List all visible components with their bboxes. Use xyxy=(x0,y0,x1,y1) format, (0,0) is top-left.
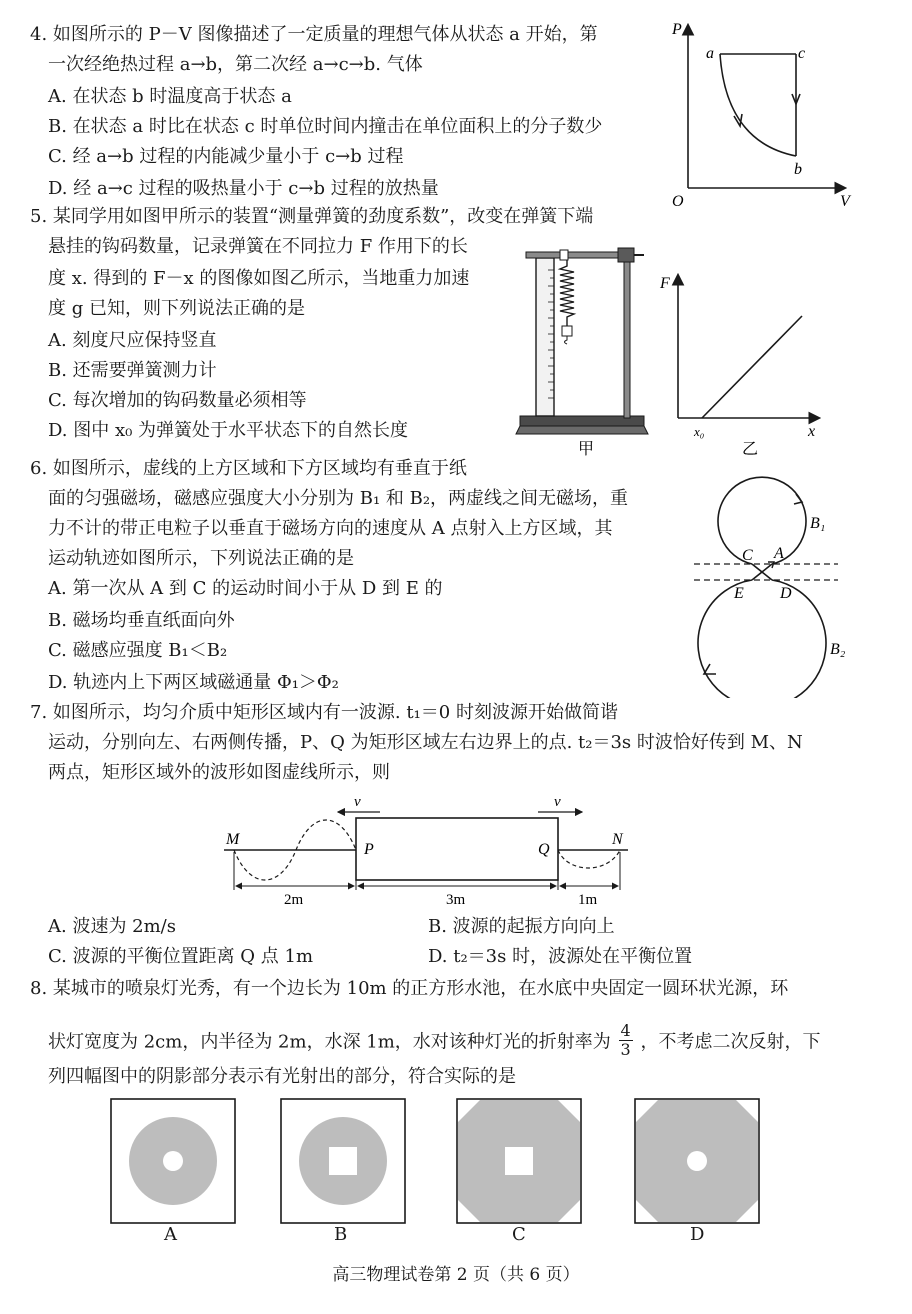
q8-option-a-label: A xyxy=(164,1224,177,1245)
q8-stem-line3: 列四幅图中的阴影部分表示有光射出的部分，符合实际的是 xyxy=(48,1066,516,1087)
q8-stem-line2a: 状灯宽度为 2cm，内半径为 2m，水深 1m，水对该种灯光的折射率为 xyxy=(48,1031,611,1053)
page-footer: 高三物理试卷第 2 页（共 6 页） xyxy=(332,1265,580,1285)
q6-option-d: D. 轨迹内上下两区域磁通量 Φ₁＞Φ₂ xyxy=(48,672,339,693)
q6-magnetic-field-trajectory xyxy=(690,476,860,698)
q7-stem-line1: 7. 如图所示，均匀介质中矩形区域内有一波源. t₁＝0 时刻波源开始做简谐 xyxy=(30,702,618,723)
hook-weight xyxy=(562,326,572,336)
q5-stem-line1: 5. 某同学用如图甲所示的装置“测量弹簧的劲度系数”，改变在弹簧下端 xyxy=(30,206,594,227)
q4-stem-line2: 一次经绝热过程 a→b，第二次经 a→c→b. 气体 xyxy=(48,54,423,75)
f-axis-label: F xyxy=(660,275,670,292)
q4-option-a: A. 在状态 b 时温度高于状态 a xyxy=(48,86,292,107)
ruler xyxy=(536,258,554,416)
v-right-label: v xyxy=(554,794,561,810)
point-q-label: Q xyxy=(538,841,550,858)
dim-1m: 1m xyxy=(578,892,598,908)
q4-option-b: B. 在状态 a 时比在状态 c 时单位时间内撞击在单位面积上的分子数少 xyxy=(48,116,603,137)
q8-stem-line1: 8. 某城市的喷泉灯光秀，有一个边长为 10m 的正方形水池，在水底中央固定一圆环状光源，环 xyxy=(30,978,789,999)
point-a-label: a xyxy=(706,45,714,62)
point-p-label: P xyxy=(364,841,374,858)
point-d-label: D xyxy=(780,585,792,602)
q8-option-c-figure xyxy=(456,1098,582,1224)
graph-label-yi: 乙 xyxy=(742,441,759,458)
q5-option-c: C. 每次增加的钩码数量必须相等 xyxy=(48,390,307,411)
dim-2m: 2m xyxy=(284,892,304,908)
point-a-label: A xyxy=(774,545,784,562)
q5-stem-line4: 度 g 已知，则下列说法正确的是 xyxy=(48,298,305,319)
v-left-label: v xyxy=(354,794,361,810)
q5-option-d: D. 图中 x₀ 为弹簧处于水平状态下的自然长度 xyxy=(48,420,409,441)
b2-label: B₂ xyxy=(830,641,846,658)
q7-wave-diagram xyxy=(220,790,640,910)
q6-stem-line1: 6. 如图所示，虚线的上方区域和下方区域均有垂直于纸 xyxy=(30,458,467,479)
q8-stem-line2 xyxy=(48,1021,821,1061)
q5-option-a: A. 刻度尺应保持竖直 xyxy=(48,330,217,351)
q4-option-c: C. 经 a→b 过程的内能减少量小于 c→b 过程 xyxy=(48,146,404,167)
origin-label: O xyxy=(672,193,684,210)
q6-option-c: C. 磁感应强度 B₁＜B₂ xyxy=(48,640,228,661)
q4-pv-diagram xyxy=(668,14,858,214)
q8-option-b-figure xyxy=(280,1098,406,1224)
q4-option-d: D. 经 a→c 过程的吸热量小于 c→b 过程的放热量 xyxy=(48,178,439,199)
q5-option-b: B. 还需要弹簧测力计 xyxy=(48,360,217,381)
q7-option-d: D. t₂＝3s 时，波源处在平衡位置 xyxy=(428,946,693,967)
q8-option-d-label: D xyxy=(690,1224,705,1245)
x-axis-label: x xyxy=(808,423,816,440)
q6-stem-line2: 面的匀强磁场，磁感应强度大小分别为 B₁ 和 B₂，两虚线之间无磁场，重 xyxy=(48,488,629,509)
q7-option-a: A. 波速为 2m/s xyxy=(48,916,176,937)
a-b-adiabat xyxy=(720,54,796,156)
q8-option-a-figure xyxy=(110,1098,236,1224)
point-n-label: N xyxy=(612,831,623,848)
lower-trajectory xyxy=(698,580,826,698)
q7-option-b: B. 波源的起振方向向上 xyxy=(428,916,615,937)
q5-spring-apparatus xyxy=(512,240,662,460)
q6-stem-line4: 运动轨迹如图所示，下列说法正确的是 xyxy=(48,548,354,569)
b1-label: B₁ xyxy=(810,515,826,532)
upper-trajectory xyxy=(718,477,806,564)
q4-stem-line1: 4. 如图所示的 P－V 图像描述了一定质量的理想气体从状态 a 开始，第 xyxy=(30,24,598,45)
apparatus-label-jia: 甲 xyxy=(578,441,595,458)
p-axis-label: P xyxy=(672,21,682,38)
q5-stem-line2: 悬挂的钩码数量，记录弹簧在不同拉力 F 作用下的长 xyxy=(48,236,468,257)
point-e-label: E xyxy=(734,585,744,602)
f-x-line xyxy=(702,316,802,418)
fraction-denominator: 3 xyxy=(620,1040,631,1059)
dim-3m: 3m xyxy=(446,892,466,908)
q8-stem-line2b: ，不考虑二次反射，下 xyxy=(640,1031,821,1053)
q5-stem-line3: 度 x. 得到的 F－x 的图像如图乙所示，当地重力加速 xyxy=(48,268,470,289)
q7-option-c: C. 波源的平衡位置距离 Q 点 1m xyxy=(48,946,314,967)
refractive-index-fraction xyxy=(619,1022,633,1059)
q8-option-d-figure xyxy=(634,1098,760,1224)
source-rectangle xyxy=(356,818,558,880)
spring xyxy=(560,260,574,322)
v-axis-label: V xyxy=(840,193,850,210)
q8-option-c-label: C xyxy=(512,1224,526,1245)
q6-option-a: A. 第一次从 A 到 C 的运动时间小于从 D 到 E 的 xyxy=(48,578,443,599)
q5-f-x-graph xyxy=(658,268,838,460)
point-c-label: C xyxy=(742,547,753,564)
x0-label: x₀ xyxy=(694,424,705,439)
point-c-label: c xyxy=(798,45,806,62)
point-b-label: b xyxy=(794,161,802,178)
right-wave xyxy=(558,850,620,868)
q6-stem-line3: 力不计的带正电粒子以垂直于磁场方向的速度从 A 点射入上方区域，其 xyxy=(48,518,613,539)
q7-stem-line2: 运动，分别向左、右两侧传播，P、Q 为矩形区域左右边界上的点. t₂＝3s 时波恰好传到 M、N xyxy=(48,732,803,753)
q7-stem-line3: 两点，矩形区域外的波形如图虚线所示，则 xyxy=(48,762,390,783)
fraction-numerator: 4 xyxy=(620,1021,631,1040)
point-m-label: M xyxy=(226,831,240,848)
q6-option-b: B. 磁场均垂直纸面向外 xyxy=(48,610,235,631)
q8-option-b-label: B xyxy=(334,1224,348,1245)
